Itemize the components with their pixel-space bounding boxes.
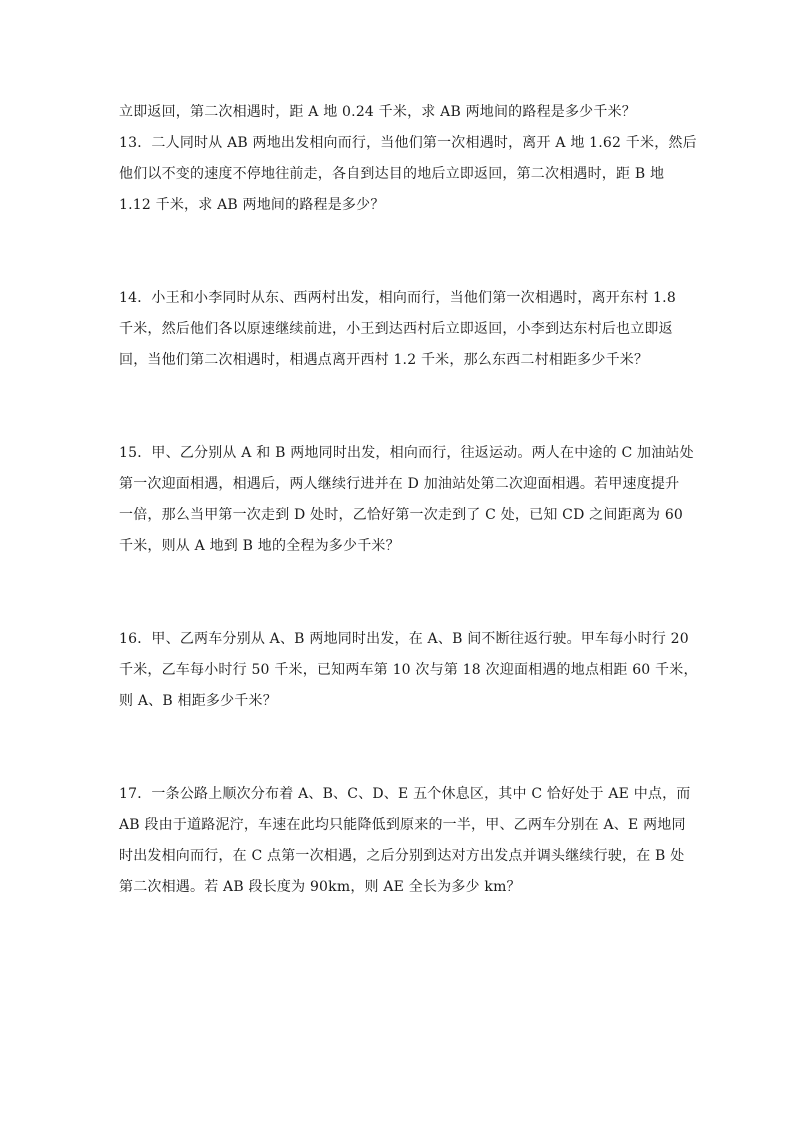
text-line: 16．甲、乙两车分别从 A、B 两地同时出发，在 A、B 间不断往返行驶。甲车每小时行 20 bbox=[119, 631, 689, 647]
text-line: 15．甲、乙分别从 A 和 B 两地同时出发，相向而行，往返运动。两人在中途的 C 加油站处 bbox=[119, 445, 694, 461]
text-line: 第一次迎面相遇，相遇后，两人继续行进并在 D 加油站处第二次迎面相遇。若甲速度提升 bbox=[119, 476, 680, 492]
text-line: 时出发相向而行，在 C 点第一次相遇，之后分别到达对方出发点并调头继续行驶，在 B 处 bbox=[119, 848, 685, 864]
text-line: AB 段由于道路泥泞，车速在此均只能降低到原来的一半，甲、乙两车分别在 A、E 两地同 bbox=[119, 817, 686, 833]
text-line: 千米，乙车每小时行 50 千米，已知两车第 10 次与第 18 次迎面相遇的地点相距 60 千米， bbox=[119, 662, 698, 678]
text-line: 一倍，那么当甲第一次走到 D 处时，乙恰好第一次走到了 C 处，已知 CD 之间距离为 60 bbox=[119, 507, 684, 523]
problem-16 bbox=[119, 624, 698, 717]
text-line: 立即返回，第二次相遇时，距 A 地 0.24 千米，求 AB 两地间的路程是多少千米？ bbox=[119, 104, 636, 120]
problem-13 bbox=[119, 128, 697, 221]
problem-15 bbox=[119, 438, 694, 562]
text-line: 回，当他们第二次相遇时，相遇点离开西村 1.2 千米，那么东西二村相距多少千米？ bbox=[119, 352, 649, 368]
text-line: 则 A、B 相距多少千米？ bbox=[119, 693, 277, 709]
answer-space bbox=[119, 717, 679, 779]
answer-space bbox=[119, 562, 679, 624]
problem-12-continuation bbox=[119, 97, 679, 128]
text-line: 13．二人同时从 AB 两地出发相向而行，当他们第一次相遇时，离开 A 地 1.62 千米，然后 bbox=[119, 135, 697, 151]
document-content bbox=[119, 97, 698, 903]
text-line: 第二次相遇。若 AB 段长度为 90km，则 AE 全长为多少 km？ bbox=[119, 879, 521, 895]
problem-14 bbox=[119, 283, 679, 376]
answer-space bbox=[119, 376, 679, 438]
text-line: 1.12 千米，求 AB 两地间的路程是多少？ bbox=[119, 197, 385, 213]
text-line: 千米，则从 A 地到 B 地的全程为多少千米？ bbox=[119, 538, 400, 554]
text-line: 他们以不变的速度不停地往前走，各自到达目的地后立即返回，第二次相遇时，距 B 地 bbox=[119, 166, 665, 182]
answer-space bbox=[119, 221, 679, 283]
problem-17 bbox=[119, 779, 691, 903]
text-line: 14．小王和小李同时从东、西两村出发，相向而行，当他们第一次相遇时，离开东村 1.8 bbox=[119, 290, 676, 306]
text-line: 17．一条公路上顺次分布着 A、B、C、D、E 五个休息区，其中 C 恰好处于 AE 中点，而 bbox=[119, 786, 691, 802]
text-line: 千米，然后他们各以原速继续前进，小王到达西村后立即返回，小李到达东村后也立即返 bbox=[119, 321, 673, 337]
